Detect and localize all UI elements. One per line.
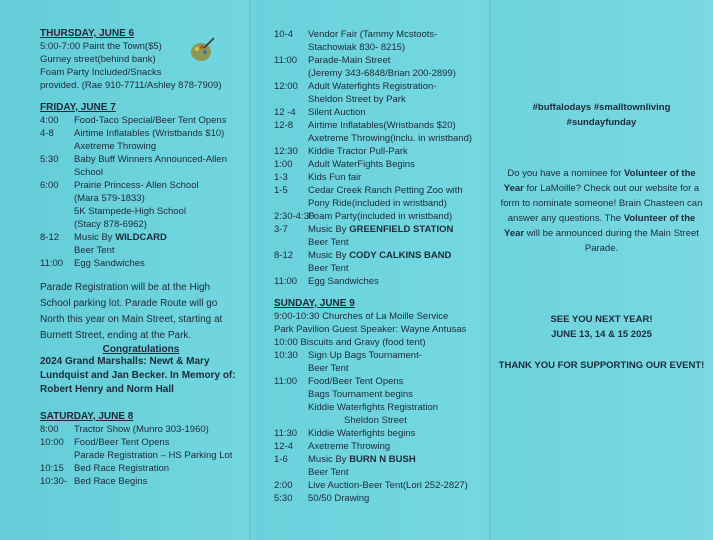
schedule-event: Prairie Princess- Allen School [74,180,199,191]
schedule-row [274,158,486,171]
thursday-heading: THURSDAY, JUNE 6 [40,28,135,39]
schedule-time: 5:30 [40,154,59,165]
schedule-time: 8-12 [274,250,294,261]
text-line: Park Pavilion Guest Speaker: Wayne Antusas [274,324,467,335]
schedule-time: 5:30 [274,493,293,504]
schedule-event: Airtime Inflatables (Wristbands $10) [74,128,225,139]
schedule-event: Baby Buff Winners Announced-Allen [74,154,227,165]
schedule-detail: Beer Tent [308,263,349,274]
schedule-row [274,80,486,93]
schedule-detail: (Jeremy 343-6848/Brian 200-2899) [308,68,456,79]
sunday-heading: SUNDAY, JUNE 9 [274,298,355,309]
performer-name: BURN N BUSH [349,454,416,465]
schedule-detail: Beer Tent [308,363,349,374]
schedule-row [274,453,486,466]
schedule-time: 11:30 [274,428,298,439]
schedule-event: Silent Auction [308,107,366,118]
schedule-row [274,171,486,184]
performer-name: WILDCARD [115,232,167,243]
schedule-time: 11:00 [40,258,64,269]
schedule-row [40,475,242,488]
schedule-event: Vendor Fair (Tammy Mcstoots- [308,29,438,40]
schedule-detail: Kiddie Waterfights Registration [308,402,439,413]
schedule-detail: Sheldon Street [344,415,407,426]
text-line: 10:00 Biscuits and Gravy (food tent) [274,337,426,348]
schedule-detail: Beer Tent [308,237,349,248]
congrats-heading: Congratulations [102,344,180,355]
volunteer-info [498,166,705,256]
schedule-event: Food/Beer Tent Opens [74,437,170,448]
schedule-time: 12:30 [274,146,298,157]
schedule-detail: Axetreme Throwing(inclu. in wristband) [308,133,473,144]
schedule-event: Egg Sandwiches [308,276,379,287]
schedule-time: 11:00 [274,276,298,287]
schedule-time: 12:00 [274,81,298,92]
schedule-row [274,440,486,453]
schedule-event: Sign Up Bags Tournament- [308,350,422,361]
schedule-time: 1-3 [274,172,288,183]
schedule-detail: Beer Tent [74,245,115,256]
volunteer-text: for LaMoille? Check out our website for a form to nominate someone! Brain Chasteen can answer any questions. The [500,183,703,224]
schedule-time: 4-8 [40,128,54,139]
schedule-event: Foam Party(included in wristband) [308,211,453,222]
schedule-detail: Pony Ride(included in wristband) [308,198,447,209]
schedule-detail: (Mara 579-1833) [74,193,145,204]
text-line: 5:00-7:00 Paint the Town($5) [40,41,162,52]
schedule-time: 4:00 [40,115,59,126]
schedule-detail: Bags Tournament begins [308,389,413,400]
schedule-row [274,275,486,288]
schedule-row [40,423,242,436]
schedule-row [40,114,242,127]
schedule-detail: Axetreme Throwing [74,141,157,152]
volunteer-text: Do you have a nominee for [507,168,625,179]
schedule-time: 10:30 [274,350,298,361]
schedule-row [274,223,486,236]
schedule-time: 10:00 [40,437,64,448]
schedule-event: Music By CODY CALKINS BAND [308,250,452,261]
schedule-event: Food/Beer Tent Opens [308,376,404,387]
schedule-row [274,184,486,197]
schedule-event: 50/50 Drawing [308,493,370,504]
schedule-row [40,127,242,140]
schedule-row [274,349,486,362]
volunteer-emphasis: Volunteer of the Year [503,168,696,194]
sunday-schedule [274,349,486,505]
schedule-detail: Parade Registration – HS Parking Lot [74,450,233,461]
schedule-time: 12-4 [274,441,294,452]
schedule-event: Music By GREENFIELD STATION [308,224,454,235]
schedule-event: Bed Race Registration [74,463,170,474]
schedule-event: Food-Taco Special/Beer Tent Opens [74,115,227,126]
left-panel [0,0,250,540]
schedule-row [40,257,242,270]
schedule-event: Live Auction-Beer Tent(Lori 252-2827) [308,480,468,491]
schedule-time: 1-6 [274,454,288,465]
volunteer-emphasis: Volunteer of the Year [504,213,696,239]
schedule-event: Bed Race Begins [74,476,148,487]
volunteer-text: will be announced during the Main Street Parade. [524,228,699,254]
schedule-row [40,462,242,475]
schedule-event: Egg Sandwiches [74,258,145,269]
hashtags-line-2: #sundayfunday [566,117,637,128]
schedule-time: 1-5 [274,185,288,196]
text-line: Gurney street(behind bank) [40,54,156,65]
schedule-time: 10:15 [40,463,64,474]
schedule-time: 3-7 [274,224,288,235]
schedule-row [274,479,486,492]
hashtags-line-1: #buffalodays #smalltownliving [532,102,671,113]
saturday-heading: SATURDAY, JUNE 8 [40,411,134,422]
schedule-event: Adult Waterfights Registration- [308,81,437,92]
schedule-detail: (Stacy 878-6962) [74,219,147,230]
friday-schedule [40,114,242,270]
saturday-schedule-a [40,423,242,488]
next-year-dates: JUNE 13, 14 & 15 2025 [551,329,652,340]
schedule-detail: 5K Stampede-High School [74,206,186,217]
performer-name: GREENFIELD STATION [349,224,454,235]
parade-info: Parade Registration will be at the High School parking lot. Parade Route will go North this year on Main Street, starting at Burnett Street, ending at the Park. [40,282,223,341]
schedule-event: Tractor Show (Munro 303-1960) [74,424,209,435]
middle-panel [250,0,490,540]
schedule-event: Parade-Main Street [308,55,391,66]
schedule-event: Adult WaterFights Begins [308,159,415,170]
see-you-next-year: SEE YOU NEXT YEAR! [550,314,653,325]
schedule-time: 2:30-4:30 [274,211,315,222]
schedule-time: 12 -4 [274,107,296,118]
schedule-row [274,427,486,440]
schedule-event: Kiddie Waterfights begins [308,428,416,439]
thank-you: THANK YOU FOR SUPPORTING OUR EVENT! [498,360,705,371]
schedule-event: Axetreme Throwing [308,441,391,452]
friday-heading: FRIDAY, JUNE 7 [40,102,116,113]
schedule-time: 2:00 [274,480,293,491]
schedule-time: 1:00 [274,159,293,170]
schedule-row [274,119,486,132]
schedule-event: Kids Fun fair [308,172,362,183]
schedule-time: 6:00 [40,180,59,191]
schedule-time: 8:00 [40,424,59,435]
schedule-detail: Sheldon Street by Park [308,94,406,105]
schedule-row [274,28,486,41]
schedule-event: Airtime Inflatables(Wristbands $20) [308,120,456,131]
schedule-detail: Stachowiak 830- 8215) [308,42,406,53]
schedule-row [274,210,486,223]
right-panel [490,0,713,540]
schedule-row [40,436,242,449]
saturday-schedule-b [274,28,486,288]
schedule-time: 11:00 [274,55,298,66]
schedule-row [274,54,486,67]
sunday-lines [274,310,486,349]
schedule-row [274,375,486,388]
schedule-time: 10-4 [274,29,294,40]
schedule-detail: Beer Tent [308,467,349,478]
schedule-row [40,231,242,244]
schedule-row [274,249,486,262]
schedule-time: 12-8 [274,120,294,131]
schedule-detail: School [74,167,104,178]
thursday-lines [40,40,242,92]
schedule-time: 8-12 [40,232,60,243]
schedule-time: 10:30- [40,476,67,487]
text-line: Foam Party Included/Snacks [40,67,162,78]
text-line: provided. (Rae 910-7711/Ashley 878-7909) [40,80,222,91]
schedule-event: Kiddie Tractor Pull-Park [308,146,408,157]
performer-name: CODY CALKINS BAND [349,250,452,261]
schedule-row [274,145,486,158]
schedule-event: Music By WILDCARD [74,232,167,243]
schedule-row [274,492,486,505]
text-line: 9:00-10:30 Churches of La Moille Service [274,311,449,322]
schedule-row [40,153,242,166]
schedule-time: 11:00 [274,376,298,387]
grand-marshalls: 2024 Grand Marshalls: Newt & Mary Lundquist and Jan Becker. In Memory of: Robert Henry and Norm Hall [40,356,236,395]
schedule-event: Cedar Creek Ranch Petting Zoo with [308,185,463,196]
schedule-event: Music By BURN N BUSH [308,454,416,465]
schedule-row [274,106,486,119]
schedule-row [40,179,242,192]
